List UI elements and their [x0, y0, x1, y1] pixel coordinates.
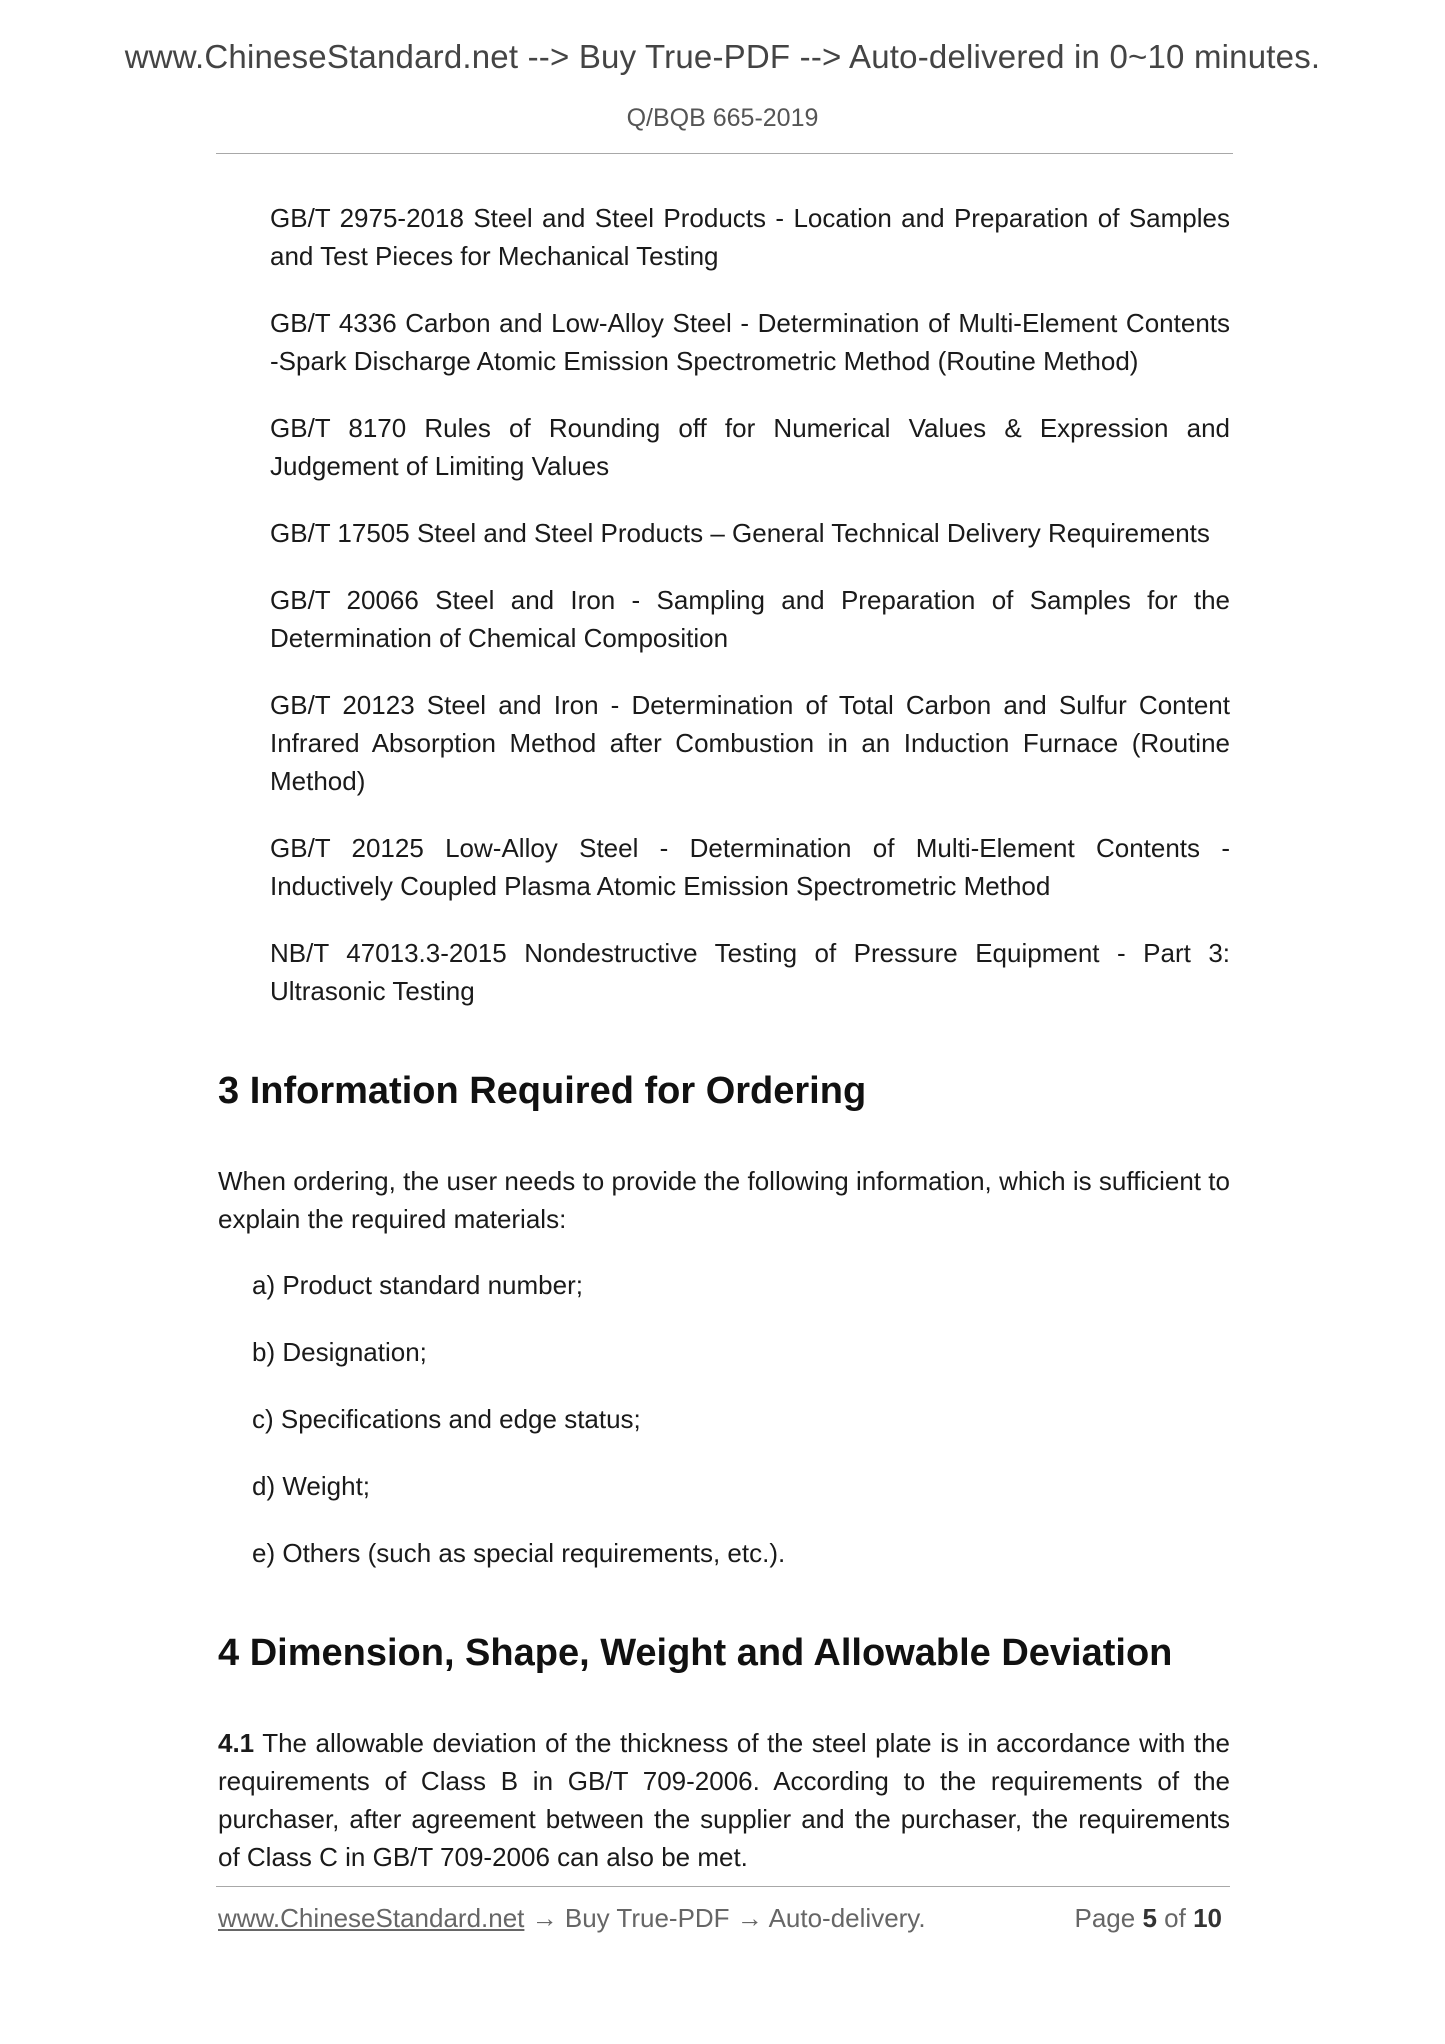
- ordering-intro: When ordering, the user needs to provide the following information, which is sufficient to explain the required materials:: [218, 1166, 1230, 1234]
- clause-text: The allowable deviation of the thickness of the steel plate is in accordance with the requirements of Class B in GB/T 709-2006. According to the requirements of the purchaser, after agreement between the supplier and the purchaser, the requirements of Class C in GB/T 709-2006 can also be met.: [218, 1728, 1230, 1872]
- document-code: Q/BQB 665-2019: [626, 104, 819, 132]
- page-indicator: [1074, 1903, 1222, 1934]
- website-link[interactable]: www.ChineseStandard.net: [218, 1903, 525, 1933]
- page-of: of: [1164, 1903, 1186, 1933]
- reference-item: GB/T 4336 Carbon and Low-Alloy Steel - Determination of Multi-Element Contents -Spark Discharge Atomic Emission Spectrometric Method (Routine Method): [270, 308, 1230, 376]
- reference-item: GB/T 20125 Low-Alloy Steel - Determination of Multi-Element Contents - Inductively Coupled Plasma Atomic Emission Spectrometric Method: [270, 833, 1230, 901]
- reference-item: NB/T 47013.3-2015 Nondestructive Testing of Pressure Equipment - Part 3: Ultrasonic Testing: [270, 938, 1230, 1006]
- reference-item: GB/T 2975-2018 Steel and Steel Products - Location and Preparation of Samples and Test Pieces for Mechanical Testing: [270, 203, 1230, 271]
- header-divider: [216, 153, 1233, 154]
- reference-item: GB/T 20066 Steel and Iron - Sampling and Preparation of Samples for the Determination of Chemical Composition: [270, 585, 1230, 653]
- clause-number: 4.1: [218, 1728, 255, 1758]
- reference-item: GB/T 8170 Rules of Rounding off for Numerical Values & Expression and Judgement of Limiting Values: [270, 413, 1230, 481]
- list-item: d) Weight;: [252, 1471, 371, 1501]
- list-item: b) Designation;: [252, 1337, 427, 1367]
- footer-tagline: → Buy True-PDF → Auto-delivery.: [524, 1903, 926, 1933]
- section-3-heading: 3 Information Required for Ordering: [218, 1070, 867, 1112]
- ordering-list: [252, 1266, 785, 1601]
- clause-4-1: [218, 1724, 1230, 1876]
- top-banner: www.ChineseStandard.net --> Buy True-PDF --> Auto-delivered in 0~10 minutes.: [124, 38, 1321, 75]
- normative-references: [270, 199, 1230, 1039]
- list-item: a) Product standard number;: [252, 1270, 583, 1300]
- reference-item: GB/T 20123 Steel and Iron - Determination of Total Carbon and Sulfur Content Infrared Absorption Method after Combustion in an Induction Furnace (Routine Method): [270, 690, 1230, 796]
- page-label: Page: [1074, 1903, 1136, 1933]
- page-total: 10: [1193, 1903, 1222, 1933]
- list-item: e) Others (such as special requirements, etc.).: [252, 1538, 786, 1568]
- page-footer: [218, 1903, 1230, 1934]
- reference-item: GB/T 17505 Steel and Steel Products – General Technical Delivery Requirements: [270, 518, 1210, 548]
- list-item: c) Specifications and edge status;: [252, 1404, 641, 1434]
- section-4-heading: 4 Dimension, Shape, Weight and Allowable Deviation: [218, 1632, 1173, 1674]
- footer-divider: [216, 1886, 1230, 1887]
- page-current: 5: [1142, 1903, 1157, 1933]
